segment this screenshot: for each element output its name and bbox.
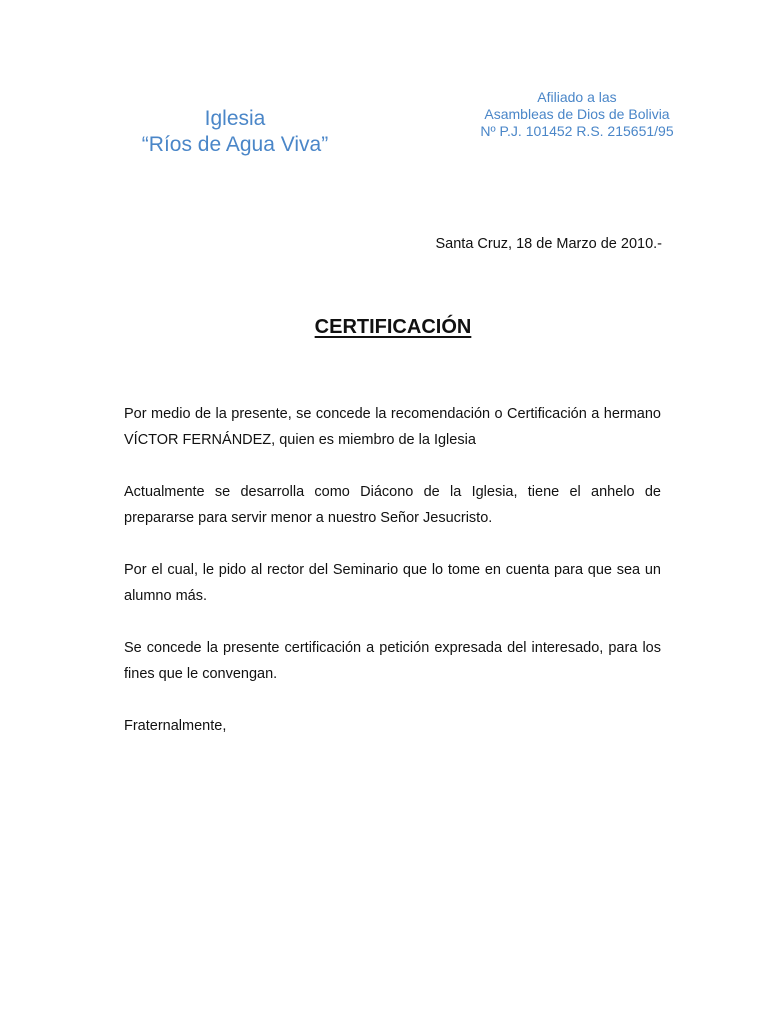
church-name: “Ríos de Agua Viva” [141, 133, 329, 156]
affiliation-line: Nº P.J. 101452 R.S. 215651/95 [480, 123, 674, 139]
body-paragraph: Se concede la presente certificación a petición expresada del interesado, para los fines que le convengan. [124, 640, 661, 682]
body-paragraph: Por medio de la presente, se concede la recomendación o Certificación a hermano VÍCTOR FERNÁNDEZ, quien es miembro de la Iglesia [124, 406, 661, 448]
body-paragraph: Por el cual, le pido al rector del Seminario que lo tome en cuenta para que sea un alumno más. [124, 562, 661, 604]
church-word: Iglesia [204, 107, 266, 130]
date-line: Santa Cruz, 18 de Marzo de 2010.- [435, 236, 662, 252]
document-title-text: CERTIFICACIÓN [314, 316, 472, 338]
document-title [0, 314, 768, 340]
church-header [110, 106, 360, 158]
affiliation-line: Afiliado a las [537, 89, 617, 105]
affiliation-line: Asambleas de Dios de Bolivia [484, 106, 670, 122]
closing-line: Fraternalmente, [124, 718, 227, 734]
affiliation-block [452, 89, 702, 140]
body-text [124, 401, 661, 765]
body-paragraph: Actualmente se desarrolla como Diácono de la Iglesia, tiene el anhelo de prepararse para servir menor a nuestro Señor Jesucristo. [124, 484, 661, 526]
